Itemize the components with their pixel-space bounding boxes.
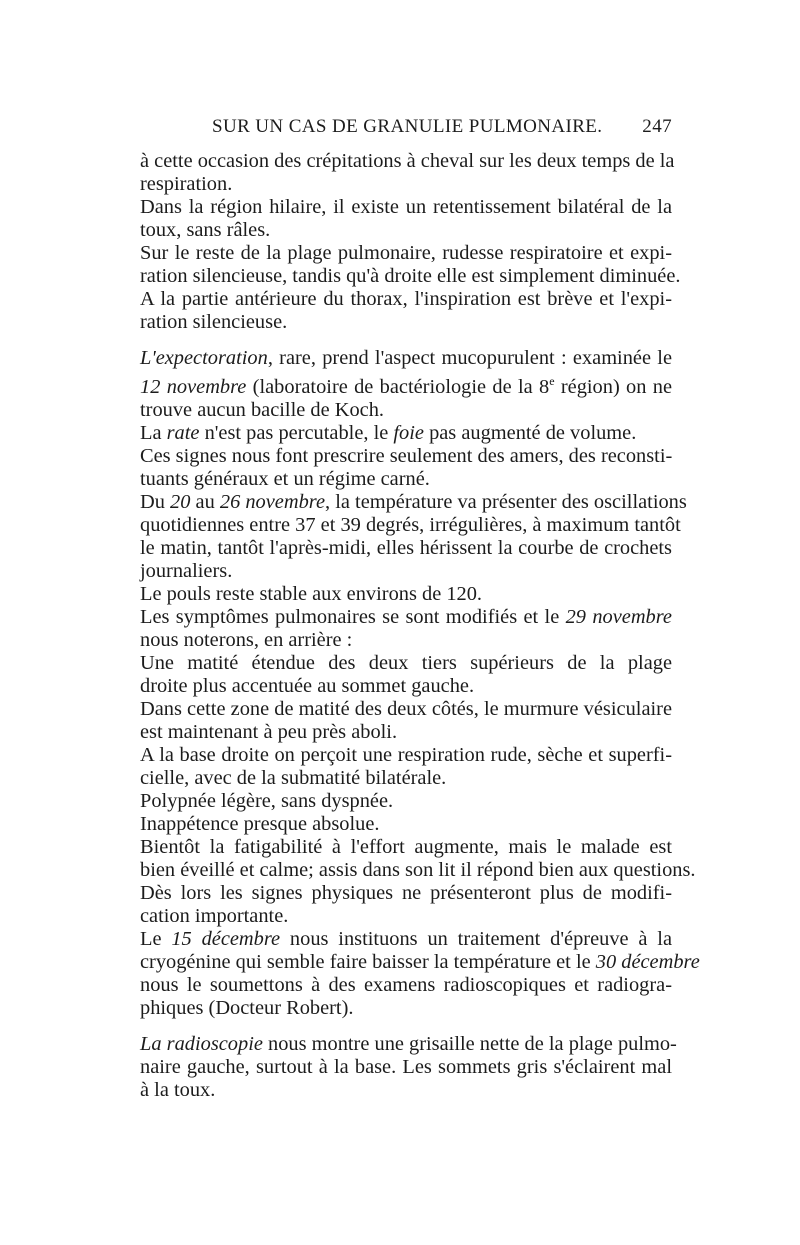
text-line: toux, sans râles. [140,219,271,241]
paragraph [140,927,700,1020]
text-line: Ces signes nous font prescrire seulement des amers, des reconsti- [140,444,673,467]
text-run: nous instituons un traitement d'épreuve à la [280,927,673,950]
text-line: est maintenant à peu près aboli. [140,720,398,743]
date-italic: 12 novembre [140,375,247,398]
paragraph [140,835,696,882]
text-line: Une matité étendue des deux tiers supérieurs de la plage [140,651,672,674]
text-line: Dans cette zone de matité des deux côtés, le murmure vésiculaire [140,697,672,720]
text-run: (laboratoire de bactériologie de la 8 [246,375,550,398]
text-line: journaliers. [140,559,233,582]
paragraph [140,583,672,606]
text-line: à la toux. [140,1078,216,1101]
text-run: , rare, prend l'aspect mucopurulent : examinée le [267,347,672,369]
running-header [140,116,672,146]
text-line [140,490,687,514]
text-run: Les symptômes pulmonaires se sont modifiés et le [140,605,566,628]
text-line: A la partie antérieure du thorax, l'inspiration est brève et l'expi- [140,288,672,310]
text-run: La [140,421,167,444]
text-line: Polypnée légère, sans dyspnée. [140,789,394,812]
text-line [140,1032,677,1056]
text-line: le matin, tantôt l'après-midi, elles hérissent la courbe de crochets [140,536,672,559]
paragraph [140,347,672,422]
text-line: ration silencieuse, tandis qu'à droite elle est simplement diminuée. [140,265,681,287]
text-line [140,606,672,629]
text-line: Bientôt la fatigabilité à l'effort augmente, mais le malade est [140,835,672,858]
text-line: Le pouls reste stable aux environs de 120. [140,582,483,605]
superscript: e [549,374,555,388]
paragraph [140,242,681,288]
text-run: région) on ne [554,375,672,398]
text-line: respiration. [140,173,233,195]
text-run: au [190,490,220,513]
paragraph [140,698,672,744]
text-line: Inappétence presque absolue. [140,812,380,835]
date-italic: 26 novembre [219,490,326,513]
date-italic: 15 décembre [171,927,281,950]
text-line [140,950,700,974]
text-run: nous montre une grisaille nette de la plage pulmo- [262,1032,677,1055]
text-line: A la base droite on perçoit une respiration rude, sèche et superfi- [140,743,672,766]
text-run: n'est pas percutable, le [199,421,394,444]
page-number: 247 [642,116,672,137]
text-line: naire gauche, surtout à la base. Les sommets gris s'éclairent mal [140,1055,672,1078]
text-line [140,928,672,951]
text-line: trouve aucun bacille de Koch. [140,398,385,421]
text-run: Du [140,490,171,513]
paragraph [140,150,675,196]
text-run: cryogénine qui semble faire baisser la température et le [140,950,596,973]
running-title: SUR UN CAS DE GRANULIE PULMONAIRE. [212,116,603,137]
paragraph [140,445,672,491]
text-line: à cette occasion des crépitations à cheval sur les deux temps de la [140,150,675,172]
text-line: Dès lors les signes physiques ne présenteront plus de modifi- [140,881,672,904]
italic-term: L'expectoration [140,347,268,369]
paragraph [140,490,687,583]
text-line: phiques (Docteur Robert). [140,996,354,1019]
body-text [140,150,700,1102]
text-line: droite plus accentuée au sommet gauche. [140,674,475,697]
text-run: pas augmenté de volume. [423,421,637,444]
text-line: bien éveillé et calme; assis dans son lit il répond bien aux questions. [140,858,696,881]
text-line: Sur le reste de la plage pulmonaire, rudesse respiratoire et expi- [140,242,672,264]
text-line: nous le soumettons à des examens radioscopiques et radiogra- [140,973,672,996]
date-italic: 29 novembre [565,605,672,628]
paragraph [140,606,672,652]
paragraph [140,288,672,334]
paragraph [140,422,672,445]
text-line [140,347,672,370]
italic-term: foie [393,421,424,444]
text-run: Le [140,927,172,950]
text-line: cielle, avec de la submatité bilatérale. [140,766,447,789]
date-italic: 20 [170,490,191,513]
paragraph [140,813,672,836]
italic-term: rate [166,421,200,444]
text-line: ration silencieuse. [140,311,288,333]
paragraph [140,1032,677,1102]
paragraph [140,196,672,242]
text-line: tuants généraux et un régime carné. [140,467,430,490]
text-line [140,422,672,445]
text-line: quotidiennes entre 37 et 39 degrés, irrégulières, à maximum tantôt [140,513,681,536]
paragraph [140,790,672,813]
paragraph [140,652,672,698]
paragraph [140,882,672,928]
italic-term: La radioscopie [140,1032,263,1055]
text-run: , la température va présenter des oscillations [325,490,687,513]
text-line: Dans la région hilaire, il existe un retentissement bilatéral de la [140,196,672,218]
text-line: nous noterons, en arrière : [140,628,353,651]
date-italic: 30 décembre [595,950,700,973]
text-line [140,370,672,399]
text-line: cation importante. [140,904,289,927]
paragraph [140,744,672,790]
